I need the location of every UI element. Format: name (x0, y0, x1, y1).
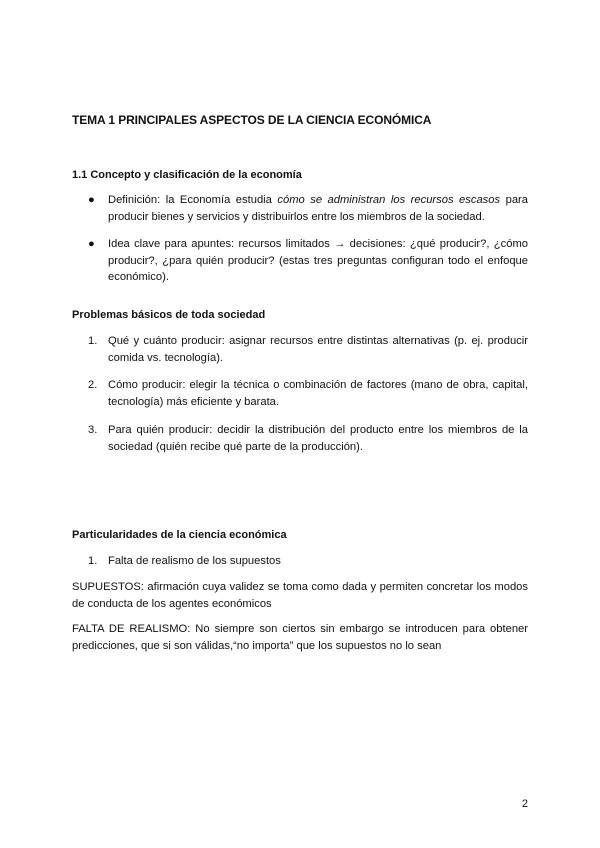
bullet-marker: ● (88, 194, 95, 206)
list-item (88, 553, 528, 570)
list-number: 2. (88, 379, 98, 391)
document-title: TEMA 1 PRINCIPALES ASPECTOS DE LA CIENCIA ECONÓMICA (72, 113, 432, 127)
list-item (88, 377, 528, 410)
list-number: 3. (88, 424, 98, 436)
list-number: 1. (88, 335, 98, 347)
section-heading-problemas: Problemas básicos de toda sociedad (72, 309, 266, 321)
bullet-text-definicion: Definición: la Economía estudia cómo se administran los recursos escasos para producir bienes y servicios y distribuirlos entre los miembros de la sociedad. (108, 194, 528, 223)
list-item (88, 192, 528, 225)
list-item-text: Qué y cuánto producir: asignar recursos entre distintas alternativas (p. ej. producir comida vs. tecnología). (108, 335, 528, 364)
page-number: 2 (521, 798, 528, 810)
bullet-marker: ● (88, 238, 95, 250)
list-item-text: Para quién producir: decidir la distribución del producto entre los miembros de la sociedad (quién recibe qué parte de la producción). (108, 424, 528, 453)
emphasis-text: cómo se administran los recursos escasos (277, 194, 501, 206)
list-item (88, 236, 528, 286)
list-item (88, 422, 528, 455)
list-item-text: Falta de realismo de los supuestos (108, 555, 281, 567)
list-item (88, 333, 528, 366)
paragraph-falta-realismo: FALTA DE REALISMO: No siempre son ciertos sin embargo se introducen para obtener predicciones, que si son válidas,“no importa” que los supuestos no lo sean (72, 623, 528, 652)
bullet-text-idea-clave: Idea clave para apuntes: recursos limitados → decisiones: ¿qué producir?, ¿cómo producir?, ¿para quién producir? (estas tres preguntas configuran todo el enfoque económico). (108, 238, 528, 283)
section-heading-concepto: 1.1 Concepto y clasificación de la economía (72, 169, 302, 181)
paragraph-supuestos: SUPUESTOS: afirmación cuya validez se toma como dada y permiten concretar los modos de conducta de los agentes económicos (72, 581, 528, 610)
section-heading-particularidades: Particularidades de la ciencia económica (72, 529, 287, 541)
list-number: 1. (88, 555, 98, 567)
list-item-text: Cómo producir: elegir la técnica o combinación de factores (mano de obra, capital, tecnología) más eficiente y barata. (108, 379, 528, 408)
